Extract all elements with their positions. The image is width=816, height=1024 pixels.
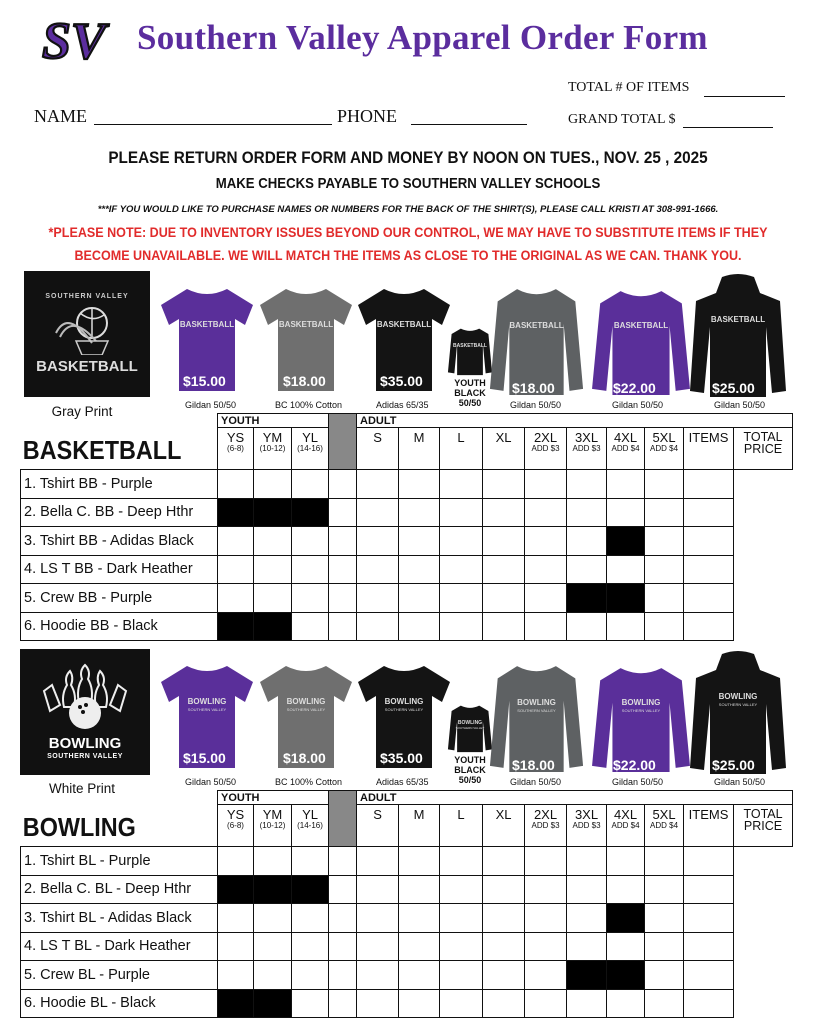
white-print-caption: White Print <box>48 781 116 796</box>
quantity-cell[interactable] <box>329 932 357 961</box>
quantity-cell[interactable] <box>525 527 567 556</box>
price-label: $18.00 <box>283 373 326 389</box>
quantity-cell[interactable] <box>329 875 357 904</box>
brand-label: Gildan 50/50 <box>185 400 237 410</box>
quantity-cell[interactable] <box>567 989 607 1018</box>
quantity-cell[interactable] <box>292 961 329 990</box>
quantity-cell[interactable] <box>292 989 329 1018</box>
quantity-cell[interactable] <box>292 470 329 499</box>
quantity-cell[interactable] <box>329 612 357 641</box>
youth-black-label: YOUTH BLACK 50/50 <box>454 378 486 408</box>
table-row <box>21 847 793 876</box>
row-label: 3. Tshirt BB - Adidas Black <box>21 527 218 556</box>
quantity-cell[interactable] <box>329 989 357 1018</box>
price-label: $25.00 <box>712 757 755 773</box>
basketball-print-graphic: BASKETBALL <box>278 320 334 329</box>
quantity-cell[interactable] <box>525 875 567 904</box>
quantity-cell[interactable] <box>399 847 440 876</box>
size-header-2xl: 2XL ADD $3 <box>525 428 567 470</box>
quantity-cell[interactable] <box>684 584 734 613</box>
quantity-cell[interactable] <box>607 555 645 584</box>
unavailable-cell <box>607 904 645 933</box>
price-label: $18.00 <box>512 757 555 773</box>
quantity-cell[interactable] <box>607 989 645 1018</box>
brand-label: Gildan 50/50 <box>612 400 664 410</box>
quantity-cell[interactable] <box>357 527 399 556</box>
basketball-print-graphic: BASKETBALL <box>613 321 669 330</box>
bowling-print-graphic: BOWLING <box>718 692 758 701</box>
quantity-cell[interactable] <box>357 875 399 904</box>
size-header-2xl: 2XL ADD $3 <box>525 805 567 847</box>
page-title: Southern Valley Apparel Order Form <box>137 18 708 57</box>
quantity-cell[interactable] <box>357 498 399 527</box>
basketball-sport-label: BASKETBALL <box>21 414 198 470</box>
table-row <box>21 932 793 961</box>
quantity-cell[interactable] <box>292 847 329 876</box>
checks-payable: MAKE CHECKS PAYABLE TO SOUTHERN VALLEY SCHOOLS <box>215 175 601 192</box>
size-header-yl: YL (14-16) <box>292 805 329 847</box>
unavailable-cell <box>292 498 329 527</box>
price-label: $18.00 <box>512 380 555 396</box>
unavailable-cell <box>292 875 329 904</box>
quantity-cell[interactable] <box>525 847 567 876</box>
phone-field[interactable] <box>411 124 527 125</box>
brand-label: Gildan 50/50 <box>714 777 766 787</box>
unavailable-cell <box>254 989 292 1018</box>
brand-label: BC 100% Cotton <box>275 777 343 787</box>
quantity-cell[interactable] <box>483 555 525 584</box>
row-label: 2. Bella C. BL - Deep Hthr <box>21 875 218 904</box>
bowling-print-subtext: SOUTHERN VALLEY <box>286 707 326 712</box>
quantity-cell[interactable] <box>292 612 329 641</box>
quantity-cell[interactable] <box>684 847 734 876</box>
row-label: 3. Tshirt BL - Adidas Black <box>21 904 218 933</box>
brand-label: Adidas 65/35 <box>376 777 429 787</box>
size-header-4xl: 4XL ADD $4 <box>607 428 645 470</box>
quantity-cell[interactable] <box>525 989 567 1018</box>
quantity-cell[interactable] <box>357 961 399 990</box>
quantity-cell[interactable] <box>357 584 399 613</box>
basketball-icon <box>52 303 122 355</box>
bowling-print-subtext: SOUTHERN VALLEY <box>187 707 227 712</box>
bowling-print-subtext: SOUTHERN VALLEY <box>384 707 424 712</box>
bowling-print-graphic: BOWLING <box>384 697 424 706</box>
quantity-cell[interactable] <box>329 470 357 499</box>
row-label: 1. Tshirt BL - Purple <box>21 847 218 876</box>
size-header-m: M <box>399 428 440 470</box>
quantity-cell[interactable] <box>483 932 525 961</box>
table-row <box>21 470 793 499</box>
basketball-order-table <box>20 413 793 641</box>
quantity-cell[interactable] <box>399 904 440 933</box>
quantity-cell[interactable] <box>254 932 292 961</box>
row-label: 6. Hoodie BB - Black <box>21 612 218 641</box>
quantity-cell[interactable] <box>483 527 525 556</box>
quantity-cell[interactable] <box>684 989 734 1018</box>
quantity-cell[interactable] <box>218 932 254 961</box>
quantity-cell[interactable] <box>645 470 684 499</box>
quantity-cell[interactable] <box>525 961 567 990</box>
quantity-cell[interactable] <box>399 932 440 961</box>
bowling-pins-icon <box>30 661 140 731</box>
quantity-cell[interactable] <box>440 527 483 556</box>
table-row <box>21 555 793 584</box>
quantity-cell[interactable] <box>218 961 254 990</box>
quantity-cell[interactable] <box>645 847 684 876</box>
price-label: $15.00 <box>183 373 226 389</box>
price-label: $15.00 <box>183 750 226 766</box>
quantity-cell[interactable] <box>684 612 734 641</box>
quantity-cell[interactable] <box>645 584 684 613</box>
bowling-print-graphic: BOWLING <box>457 720 483 726</box>
quantity-cell[interactable] <box>607 470 645 499</box>
divider-column <box>329 414 357 470</box>
quantity-cell[interactable] <box>399 527 440 556</box>
quantity-cell[interactable] <box>254 847 292 876</box>
quantity-cell[interactable] <box>357 470 399 499</box>
quantity-cell[interactable] <box>254 961 292 990</box>
price-label: $35.00 <box>380 750 423 766</box>
table-row <box>21 904 793 933</box>
quantity-cell[interactable] <box>645 932 684 961</box>
price-label: $18.00 <box>283 750 326 766</box>
quantity-cell[interactable] <box>440 875 483 904</box>
quantity-cell[interactable] <box>218 470 254 499</box>
quantity-cell[interactable] <box>645 527 684 556</box>
grand-total-label: GRAND TOTAL $ <box>568 112 676 127</box>
quantity-cell[interactable] <box>399 989 440 1018</box>
basketball-print-graphic: BASKETBALL <box>376 320 432 329</box>
quantity-cell[interactable] <box>329 527 357 556</box>
quantity-cell[interactable] <box>525 498 567 527</box>
unavailable-cell <box>567 961 607 990</box>
table-row <box>21 612 793 641</box>
brand-label: Gildan 50/50 <box>185 777 237 787</box>
size-header-s: S <box>357 805 399 847</box>
bowling-print-subtext: SOUTHERN VALLEY <box>517 708 556 713</box>
row-label: 1. Tshirt BB - Purple <box>21 470 218 499</box>
names-numbers-note: ***IF YOU WOULD LIKE TO PURCHASE NAMES OR NUMBERS FOR THE BACK OF THE SHIRT(S), PLEASE CALL KRISTI AT 308-991-1666. <box>97 204 719 215</box>
bowling-print-graphic: BOWLING <box>286 697 326 706</box>
size-header-5xl: 5XL ADD $4 <box>645 428 684 470</box>
size-header-ym: YM (10-12) <box>254 805 292 847</box>
quantity-cell[interactable] <box>440 932 483 961</box>
quantity-cell[interactable] <box>254 584 292 613</box>
table-row <box>21 584 793 613</box>
youth-black-label: YOUTH BLACK 50/50 <box>454 755 486 785</box>
size-header-xl: XL <box>483 805 525 847</box>
table-row <box>21 961 793 990</box>
quantity-cell[interactable] <box>399 498 440 527</box>
phone-label: PHONE <box>337 106 398 126</box>
logo-s: SV <box>42 14 106 70</box>
quantity-cell[interactable] <box>684 961 734 990</box>
quantity-cell[interactable] <box>645 875 684 904</box>
name-label: NAME <box>34 106 87 126</box>
price-label: $25.00 <box>712 380 755 396</box>
quantity-cell[interactable] <box>399 961 440 990</box>
unavailable-cell <box>254 875 292 904</box>
bowling-order-table <box>20 790 793 1018</box>
size-header-3xl: 3XL ADD $3 <box>567 805 607 847</box>
quantity-cell[interactable] <box>357 612 399 641</box>
bowling-print-subtext: SOUTHERN VALLEY <box>718 702 758 707</box>
quantity-cell[interactable] <box>254 470 292 499</box>
quantity-cell[interactable] <box>684 498 734 527</box>
quantity-cell[interactable] <box>567 904 607 933</box>
size-header-l: L <box>440 428 483 470</box>
quantity-cell[interactable] <box>684 932 734 961</box>
quantity-cell[interactable] <box>254 527 292 556</box>
row-label: 2. Bella C. BB - Deep Hthr <box>21 498 218 527</box>
row-label: 4. LS T BL - Dark Heather <box>21 932 218 961</box>
quantity-cell[interactable] <box>399 612 440 641</box>
size-header-5xl: 5XL ADD $4 <box>645 805 684 847</box>
quantity-cell[interactable] <box>329 847 357 876</box>
size-header-ys: YS (6-8) <box>218 428 254 470</box>
bowling-logo: BOWLING SOUTHERN VALLEY <box>20 649 150 775</box>
basketball-print-graphic: BASKETBALL <box>179 320 235 329</box>
quantity-cell[interactable] <box>329 555 357 584</box>
quantity-cell[interactable] <box>440 989 483 1018</box>
unavailable-cell <box>607 961 645 990</box>
quantity-cell[interactable] <box>525 470 567 499</box>
bowling-print-graphic: BOWLING <box>187 697 227 706</box>
quantity-cell[interactable] <box>357 555 399 584</box>
quantity-cell[interactable] <box>357 932 399 961</box>
unavailable-cell <box>607 527 645 556</box>
row-label: 6. Hoodie BL - Black <box>21 989 218 1018</box>
quantity-cell[interactable] <box>607 498 645 527</box>
quantity-cell[interactable] <box>645 555 684 584</box>
total-price-header: TOTAL PRICE <box>734 428 793 470</box>
quantity-cell[interactable] <box>292 904 329 933</box>
quantity-cell[interactable] <box>567 527 607 556</box>
row-label: 5. Crew BB - Purple <box>21 584 218 613</box>
bowling-print-graphic: BOWLING <box>517 698 556 707</box>
brand-label: Gildan 50/50 <box>510 777 562 787</box>
quantity-cell[interactable] <box>218 847 254 876</box>
quantity-cell[interactable] <box>684 555 734 584</box>
quantity-cell[interactable] <box>483 989 525 1018</box>
quantity-cell[interactable] <box>292 555 329 584</box>
brand-label: Adidas 65/35 <box>376 400 429 410</box>
quantity-cell[interactable] <box>525 584 567 613</box>
quantity-cell[interactable] <box>684 875 734 904</box>
quantity-cell[interactable] <box>329 584 357 613</box>
unavailable-cell <box>218 498 254 527</box>
adult-header: ADULT <box>357 791 793 805</box>
basketball-print-graphic: BASKETBALL <box>710 315 766 324</box>
size-header-ym: YM (10-12) <box>254 428 292 470</box>
unavailable-cell <box>218 875 254 904</box>
basketball-print-graphic: BASKETBALL <box>509 321 564 330</box>
quantity-cell[interactable] <box>483 961 525 990</box>
quantity-cell[interactable] <box>218 555 254 584</box>
quantity-cell[interactable] <box>329 961 357 990</box>
total-price-header: TOTAL PRICE <box>734 805 793 847</box>
size-header-s: S <box>357 428 399 470</box>
quantity-cell[interactable] <box>525 555 567 584</box>
price-label: $22.00 <box>613 757 656 773</box>
quantity-cell[interactable] <box>483 498 525 527</box>
quantity-cell[interactable] <box>525 612 567 641</box>
divider-column <box>329 791 357 847</box>
quantity-cell[interactable] <box>567 932 607 961</box>
quantity-cell[interactable] <box>440 555 483 584</box>
quantity-cell[interactable] <box>567 470 607 499</box>
size-header-xl: XL <box>483 428 525 470</box>
quantity-cell[interactable] <box>399 555 440 584</box>
youth-header: YOUTH <box>218 414 329 428</box>
quantity-cell[interactable] <box>218 527 254 556</box>
quantity-cell[interactable] <box>292 932 329 961</box>
quantity-cell[interactable] <box>329 498 357 527</box>
size-header-m: M <box>399 805 440 847</box>
brand-label: Gildan 50/50 <box>612 777 664 787</box>
quantity-cell[interactable] <box>483 904 525 933</box>
quantity-cell[interactable] <box>684 527 734 556</box>
inventory-notice-2: BECOME UNAVAILABLE. WE WILL MATCH THE ITEMS AS CLOSE TO THE ORIGINAL AS WE CAN. THANK YOU. <box>74 248 742 263</box>
quantity-cell[interactable] <box>645 612 684 641</box>
gray-print-caption: Gray Print <box>51 404 113 419</box>
quantity-cell[interactable] <box>567 612 607 641</box>
size-header-3xl: 3XL ADD $3 <box>567 428 607 470</box>
unavailable-cell <box>218 989 254 1018</box>
size-header-4xl: 4XL ADD $4 <box>607 805 645 847</box>
quantity-cell[interactable] <box>440 961 483 990</box>
table-row <box>21 875 793 904</box>
quantity-cell[interactable] <box>440 584 483 613</box>
row-label: 4. LS T BB - Dark Heather <box>21 555 218 584</box>
quantity-cell[interactable] <box>357 904 399 933</box>
size-header-l: L <box>440 805 483 847</box>
bowling-print-subtext: SOUTHERN VALLEY <box>455 726 485 730</box>
bowling-sport-label: BOWLING <box>21 791 198 847</box>
quantity-cell[interactable] <box>440 498 483 527</box>
quantity-cell[interactable] <box>684 470 734 499</box>
quantity-cell[interactable] <box>607 875 645 904</box>
inventory-notice-1: *PLEASE NOTE: DUE TO INVENTORY ISSUES BEYOND OUR CONTROL, WE MAY HAVE TO SUBSTITUTE ITEMS IF THEY <box>48 225 768 240</box>
row-label: 5. Crew BL - Purple <box>21 961 218 990</box>
quantity-cell[interactable] <box>329 904 357 933</box>
unavailable-cell <box>254 612 292 641</box>
bowling-product-4 <box>447 703 493 753</box>
price-label: $22.00 <box>613 380 656 396</box>
quantity-cell[interactable] <box>483 612 525 641</box>
size-header-yl: YL (14-16) <box>292 428 329 470</box>
quantity-cell[interactable] <box>607 847 645 876</box>
unavailable-cell <box>607 584 645 613</box>
name-field[interactable] <box>94 124 332 125</box>
quantity-cell[interactable] <box>292 584 329 613</box>
table-row <box>21 498 793 527</box>
return-deadline: PLEASE RETURN ORDER FORM AND MONEY BY NOON ON TUES., NOV. 25 , 2025 <box>108 148 708 167</box>
quantity-cell[interactable] <box>483 847 525 876</box>
table-row <box>21 527 793 556</box>
bowling-print-graphic: BOWLING <box>621 698 661 707</box>
quantity-cell[interactable] <box>218 904 254 933</box>
quantity-cell[interactable] <box>483 584 525 613</box>
quantity-cell[interactable] <box>292 527 329 556</box>
quantity-cell[interactable] <box>567 555 607 584</box>
quantity-cell[interactable] <box>684 904 734 933</box>
quantity-cell[interactable] <box>254 555 292 584</box>
quantity-cell[interactable] <box>440 612 483 641</box>
quantity-cell[interactable] <box>525 932 567 961</box>
size-header-ys: YS (6-8) <box>218 805 254 847</box>
adult-header: ADULT <box>357 414 793 428</box>
quantity-cell[interactable] <box>483 875 525 904</box>
brand-label: Gildan 50/50 <box>510 400 562 410</box>
quantity-cell[interactable] <box>440 904 483 933</box>
total-items-label: TOTAL # OF ITEMS <box>568 80 690 95</box>
quantity-cell[interactable] <box>399 470 440 499</box>
quantity-cell[interactable] <box>607 612 645 641</box>
brand-label: BC 100% Cotton <box>275 400 343 410</box>
table-row <box>21 989 793 1018</box>
quantity-cell[interactable] <box>645 904 684 933</box>
quantity-cell[interactable] <box>607 932 645 961</box>
basketball-logo: SOUTHERN VALLEY BASKETBALL <box>24 271 150 397</box>
quantity-cell[interactable] <box>357 847 399 876</box>
quantity-cell[interactable] <box>525 904 567 933</box>
basketball-print-graphic: BASKETBALL <box>453 343 487 349</box>
brand-label: Gildan 50/50 <box>714 400 766 410</box>
quantity-cell[interactable] <box>567 875 607 904</box>
unavailable-cell <box>567 584 607 613</box>
quantity-cell[interactable] <box>440 470 483 499</box>
sv-logo <box>38 14 124 84</box>
quantity-cell[interactable] <box>645 961 684 990</box>
youth-header: YOUTH <box>218 791 329 805</box>
quantity-cell[interactable] <box>357 989 399 1018</box>
quantity-cell[interactable] <box>399 584 440 613</box>
quantity-cell[interactable] <box>254 904 292 933</box>
unavailable-cell <box>254 498 292 527</box>
quantity-cell[interactable] <box>567 498 607 527</box>
quantity-cell[interactable] <box>218 584 254 613</box>
quantity-cell[interactable] <box>440 847 483 876</box>
quantity-cell[interactable] <box>399 875 440 904</box>
unavailable-cell <box>218 612 254 641</box>
price-label: $35.00 <box>380 373 423 389</box>
bowling-print-subtext: SOUTHERN VALLEY <box>621 708 661 713</box>
grand-total-field[interactable] <box>683 127 773 128</box>
total-items-field[interactable] <box>704 96 785 97</box>
items-header: ITEMS <box>684 428 734 470</box>
quantity-cell[interactable] <box>567 847 607 876</box>
basketball-product-4 <box>447 326 493 376</box>
quantity-cell[interactable] <box>645 498 684 527</box>
quantity-cell[interactable] <box>483 470 525 499</box>
quantity-cell[interactable] <box>645 989 684 1018</box>
items-header: ITEMS <box>684 805 734 847</box>
